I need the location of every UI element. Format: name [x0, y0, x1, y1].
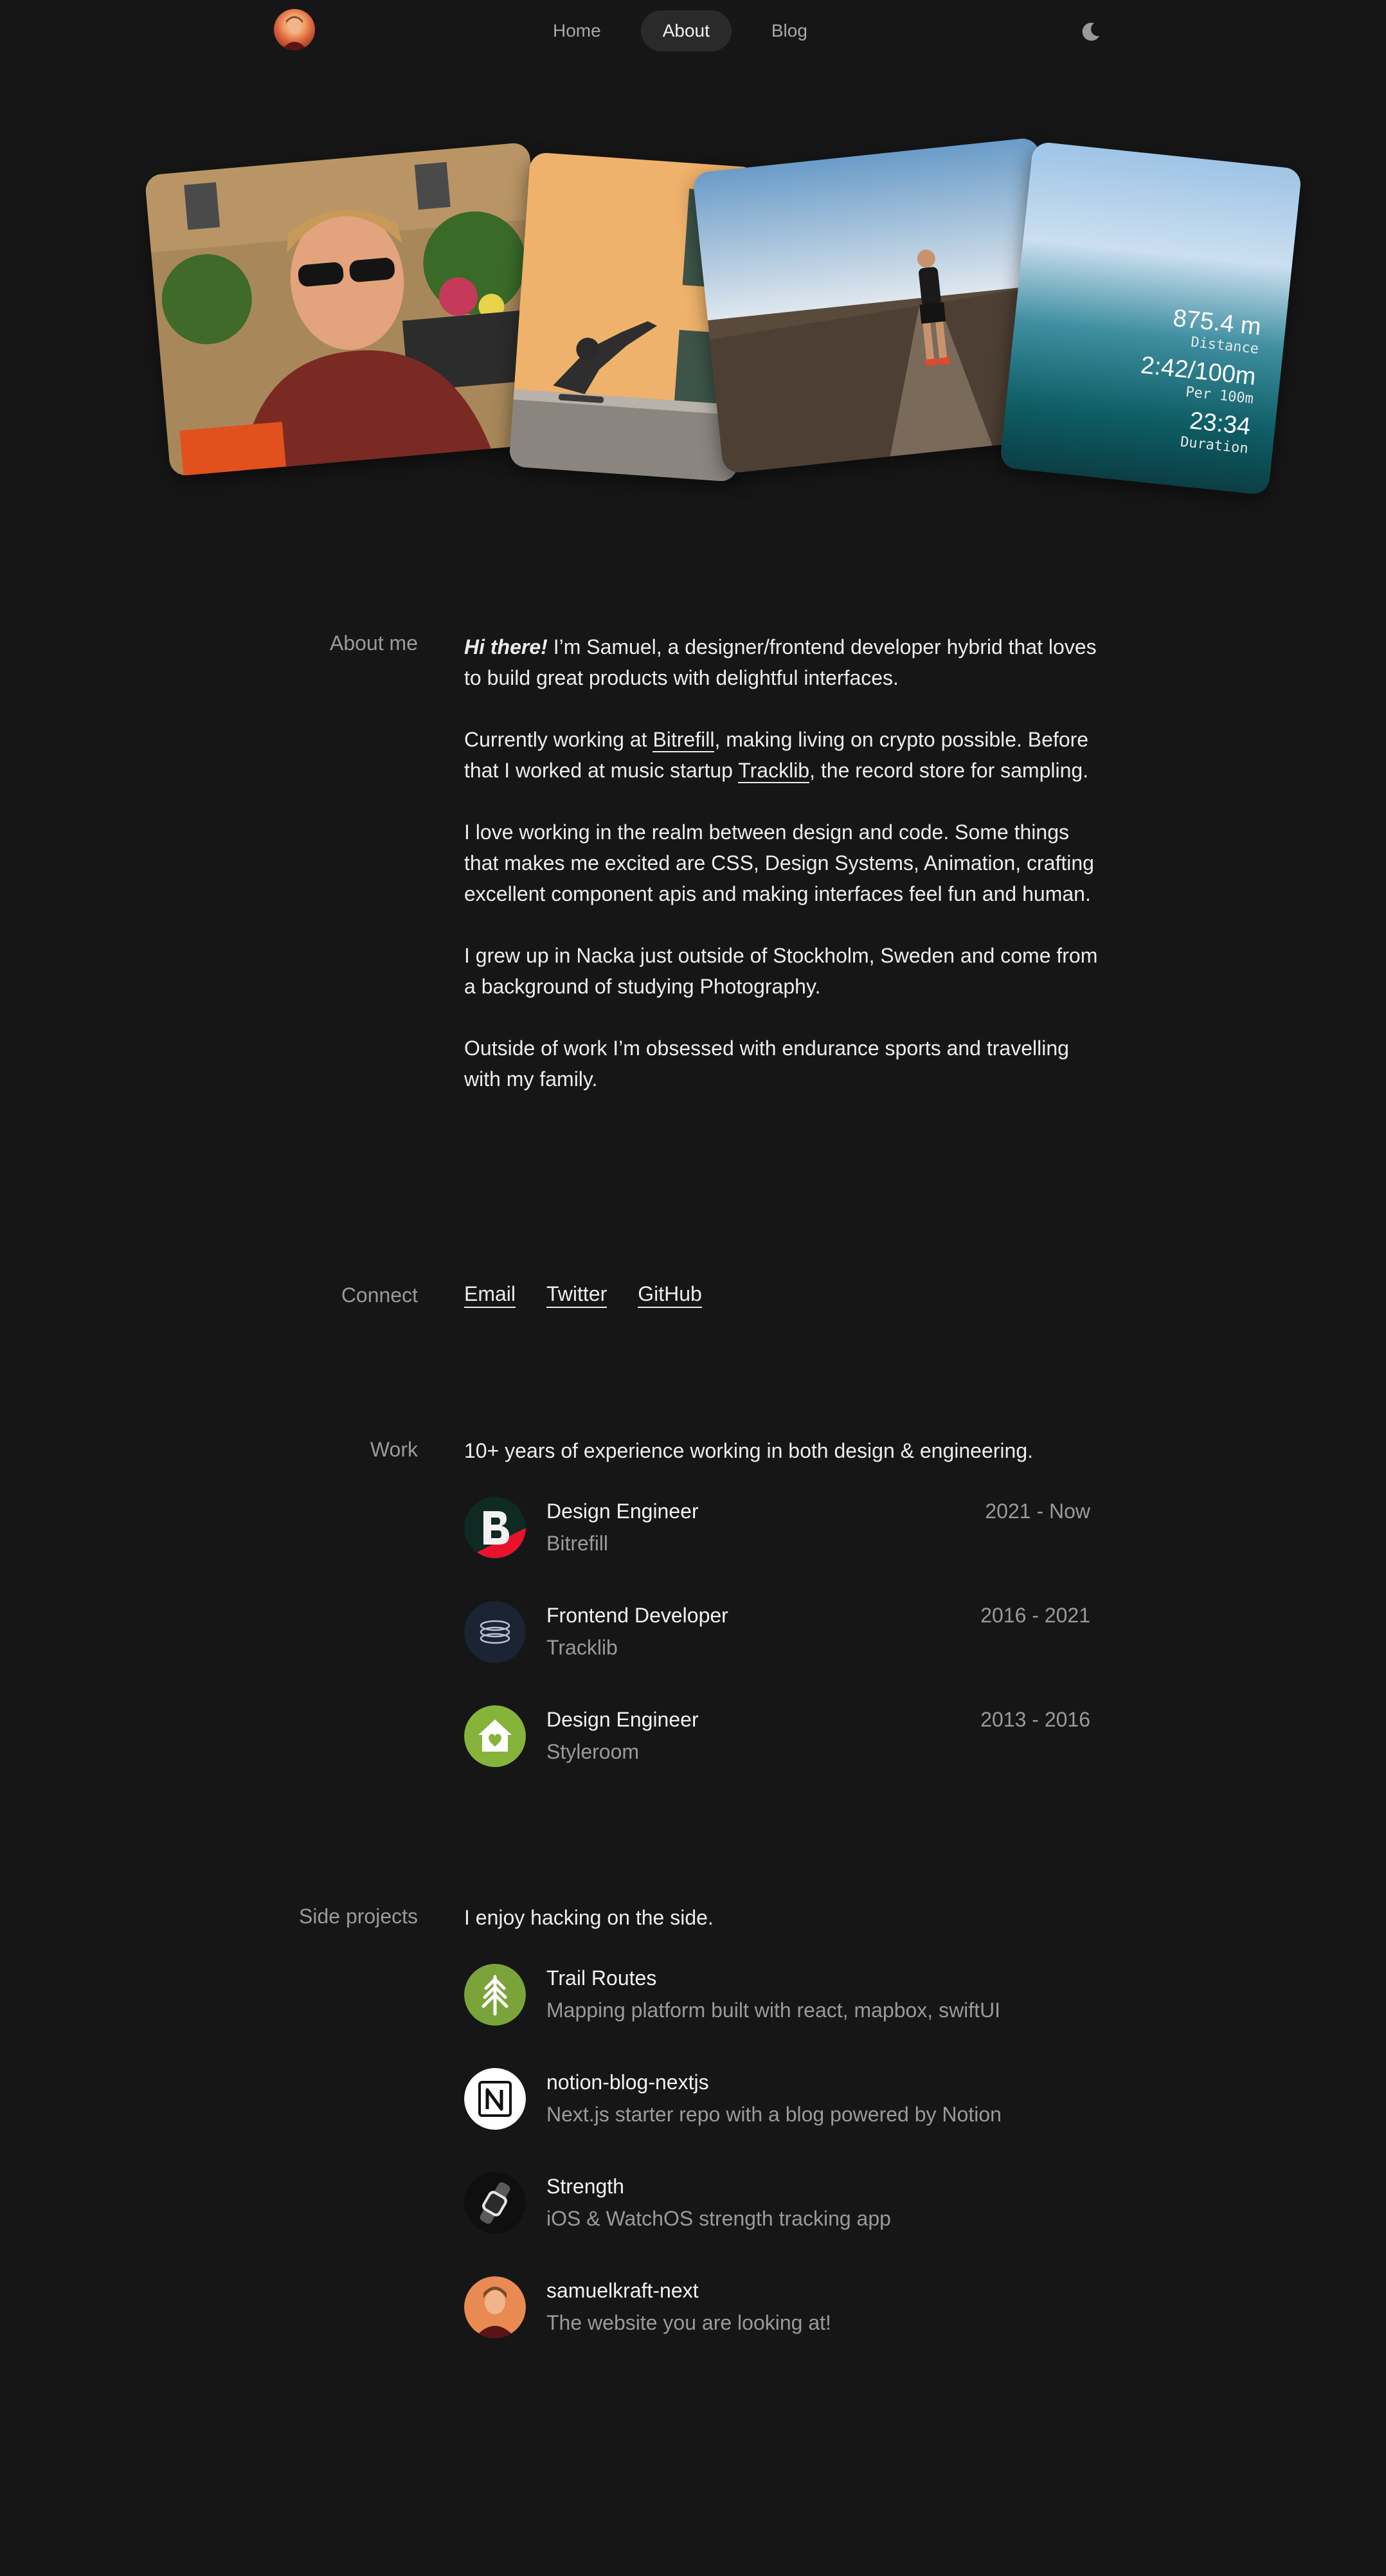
side-intro: I enjoy hacking on the side. — [464, 1906, 714, 1929]
twitter-link[interactable]: Twitter — [546, 1281, 607, 1308]
about-paragraph-5: Outside of work I’m obsessed with endurance sports and travelling with my family. — [464, 1037, 1069, 1091]
work-dates: 2013 - 2016 — [980, 1708, 1090, 1731]
about-p2-text-b: , making living on crypto possible. Before that I worked at music startup — [464, 728, 1089, 782]
work-item[interactable] — [464, 1601, 1101, 1665]
project-title: samuelkraft-next — [546, 2279, 699, 2302]
top-nav — [0, 0, 1386, 64]
watch-icon — [464, 2172, 526, 2234]
work-dates: 2016 - 2021 — [980, 1604, 1090, 1627]
about-paragraph-1 — [464, 631, 1101, 693]
distance-label: Distance — [1190, 334, 1260, 358]
about-p2-text-a: Currently working at — [464, 728, 653, 751]
work-label: Work — [370, 1438, 418, 1461]
project-item[interactable] — [464, 2276, 1101, 2341]
side-projects-content — [464, 1902, 1101, 2381]
about-intro-text: I’m Samuel, a designer/frontend developer hybrid that loves to build great products with delightful interfaces. — [464, 635, 1097, 689]
avatar[interactable] — [274, 9, 315, 50]
work-company: Bitrefill — [546, 1532, 609, 1555]
work-item[interactable] — [464, 1705, 1101, 1770]
project-description: iOS & WatchOS strength tracking app — [546, 2207, 891, 2230]
nav-home-link[interactable]: Home — [553, 21, 601, 41]
about-paragraph-3: I love working in the realm between design and code. Some things that makes me excited are CSS, Design Systems, Animation, crafting excellent component apis and making interfaces feel fun and human. — [464, 821, 1094, 905]
project-title: Strength — [546, 2175, 624, 2198]
duration-label: Duration — [1179, 433, 1249, 457]
work-item[interactable] — [464, 1497, 1101, 1561]
nav-links — [531, 10, 829, 51]
project-description: Next.js starter repo with a blog powered by Notion — [546, 2103, 1002, 2126]
about-paragraph-2 — [464, 724, 1101, 786]
photo-portrait — [145, 142, 555, 477]
connect-label: Connect — [341, 1283, 418, 1307]
tracklib-link[interactable]: Tracklib — [738, 759, 810, 782]
github-link[interactable]: GitHub — [638, 1281, 702, 1308]
moon-icon[interactable] — [1080, 21, 1102, 42]
notion-logo-icon — [464, 2068, 526, 2130]
styleroom-logo-icon — [464, 1705, 526, 1767]
email-link[interactable]: Email — [464, 1281, 516, 1308]
avatar — [464, 2276, 526, 2338]
tracklib-logo-icon — [464, 1601, 526, 1663]
about-content — [464, 631, 1101, 1125]
work-company: Tracklib — [546, 1636, 618, 1659]
about-p2-text-c: , the record store for sampling. — [809, 759, 1089, 782]
work-intro: 10+ years of experience working in both design & engineering. — [464, 1439, 1034, 1462]
work-company: Styleroom — [546, 1740, 640, 1763]
work-dates: 2021 - Now — [985, 1500, 1090, 1523]
pace-label: Per 100m — [1185, 384, 1255, 408]
work-content — [464, 1435, 1101, 1810]
project-item[interactable] — [464, 2068, 1101, 2132]
about-paragraph-4: I grew up in Nacka just outside of Stockholm, Sweden and come from a background of studying Photography. — [464, 944, 1098, 998]
bitrefill-logo-icon — [464, 1497, 526, 1559]
side-projects-label: Side projects — [299, 1905, 418, 1928]
about-label: About me — [330, 631, 418, 655]
duration-value: 23:34 — [1188, 407, 1252, 441]
project-title: notion-blog-nextjs — [546, 2071, 709, 2094]
work-title: Design Engineer — [546, 1708, 699, 1731]
connect-links — [464, 1281, 1101, 1308]
work-title: Design Engineer — [546, 1500, 699, 1523]
distance-value: 875.4 m — [1171, 304, 1263, 341]
bitrefill-link[interactable]: Bitrefill — [652, 728, 715, 751]
work-title: Frontend Developer — [546, 1604, 728, 1627]
project-title: Trail Routes — [546, 1966, 657, 1990]
project-description: The website you are looking at! — [546, 2311, 831, 2334]
nav-about-link[interactable]: About — [641, 10, 732, 51]
greeting: Hi there! — [464, 635, 548, 658]
photo-swim-stats — [999, 141, 1302, 495]
pace-value: 2:42/100m — [1139, 351, 1257, 391]
project-item[interactable] — [464, 1964, 1101, 2028]
tree-icon — [464, 1964, 526, 2026]
project-item[interactable] — [464, 2172, 1101, 2236]
nav-blog-link[interactable]: Blog — [771, 21, 807, 41]
project-description: Mapping platform built with react, mapbox, swiftUI — [546, 1999, 1001, 2022]
